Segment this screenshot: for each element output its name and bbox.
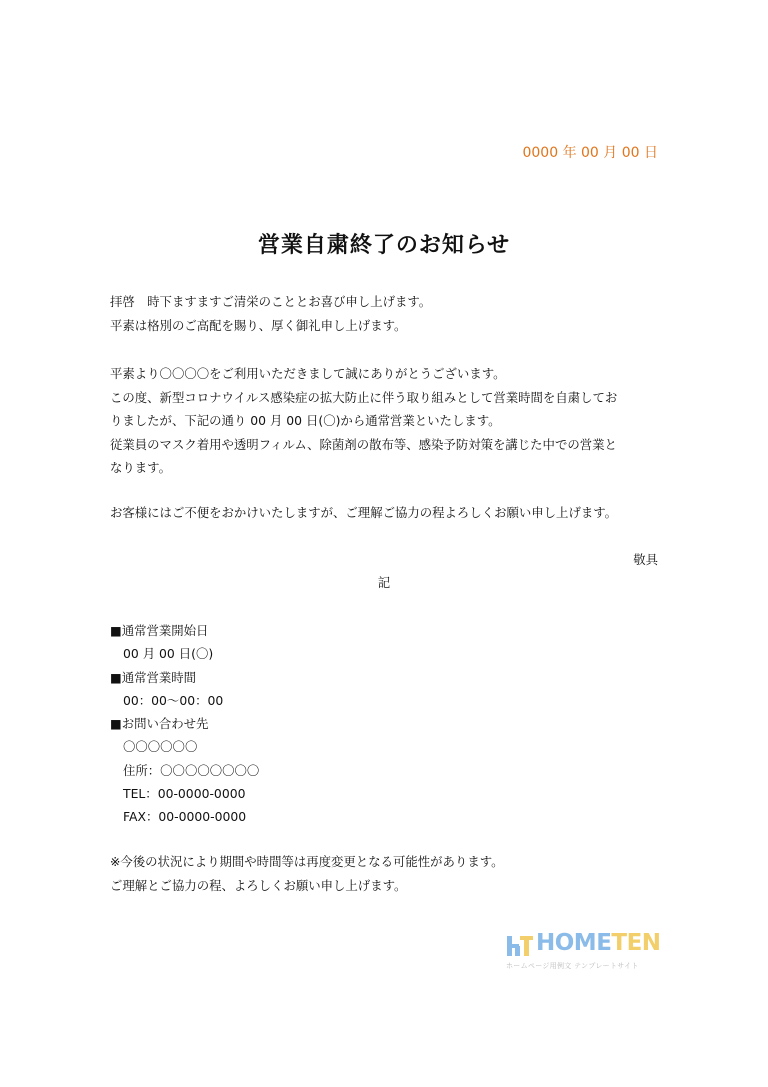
notes-section <box>110 850 504 897</box>
paragraph-line: お客様にはご不便をおかけいたしますが、ご理解ご協力の程よろしくお願い申し上げます。 <box>110 505 618 520</box>
document-date: 0000 年 00 月 00 日 <box>522 145 658 161</box>
document-title: 営業自粛終了のお知らせ <box>257 232 511 258</box>
hometen-logo-text <box>536 930 661 956</box>
main-paragraph <box>110 362 662 480</box>
business-hours-heading: ■通常営業時間 <box>110 669 197 685</box>
start-date-heading: ■通常営業開始日 <box>110 623 209 638</box>
closing-paragraph <box>110 501 662 525</box>
contact-tel: TEL：00-0000-0000 <box>123 786 246 802</box>
paragraph-line: 平素より〇〇〇〇をご利用いただきまして誠にありがとうございます。 <box>110 366 506 381</box>
start-date-value: 00 月 00 日(〇) <box>123 646 214 662</box>
paragraph-line: りましたが、下記の通り 00 月 00 日(〇)から通常営業といたします。 <box>110 413 501 428</box>
contact-fax: FAX：00-0000-0000 <box>123 809 247 825</box>
hometen-logo-subtitle: ホームページ用例文 テンプレートサイト <box>506 962 639 970</box>
greeting-line: 平素は格別のご高配を賜り、厚く御礼申し上げます。 <box>110 317 407 333</box>
note-line: ご理解とご協力の程、よろしくお願い申し上げます。 <box>110 877 407 893</box>
details-section <box>110 619 259 829</box>
contact-address: 住所：〇〇〇〇〇〇〇〇 <box>123 762 260 778</box>
contact-heading: ■お問い合わせ先 <box>110 716 209 732</box>
paragraph-line: この度、新型コロナウイルス感染症の拡大防止に伴う取り組みとして営業時間を自粛してお <box>110 389 618 405</box>
logo-text-main: HOME <box>536 930 612 956</box>
ki-heading: 記 <box>377 575 391 590</box>
greeting-block <box>110 290 662 337</box>
hometen-logo-icon <box>506 932 534 958</box>
paragraph-line: なります。 <box>110 460 171 475</box>
keigu-closing: 敬具 <box>633 552 658 567</box>
contact-name: 〇〇〇〇〇〇 <box>123 739 198 755</box>
hometen-logo <box>506 930 661 974</box>
business-hours-value: 00：00〜00：00 <box>123 692 224 708</box>
logo-text-accent: TEN <box>611 930 661 956</box>
greeting-line: 拝啓 時下ますますご清栄のこととお喜び申し上げます。 <box>110 294 432 309</box>
note-line: ※今後の状況により期間や時間等は再度変更となる可能性があります。 <box>110 854 504 869</box>
paragraph-line: 従業員のマスク着用や透明フィルム、除菌剤の散布等、感染予防対策を講じた中での営業と <box>110 436 617 452</box>
